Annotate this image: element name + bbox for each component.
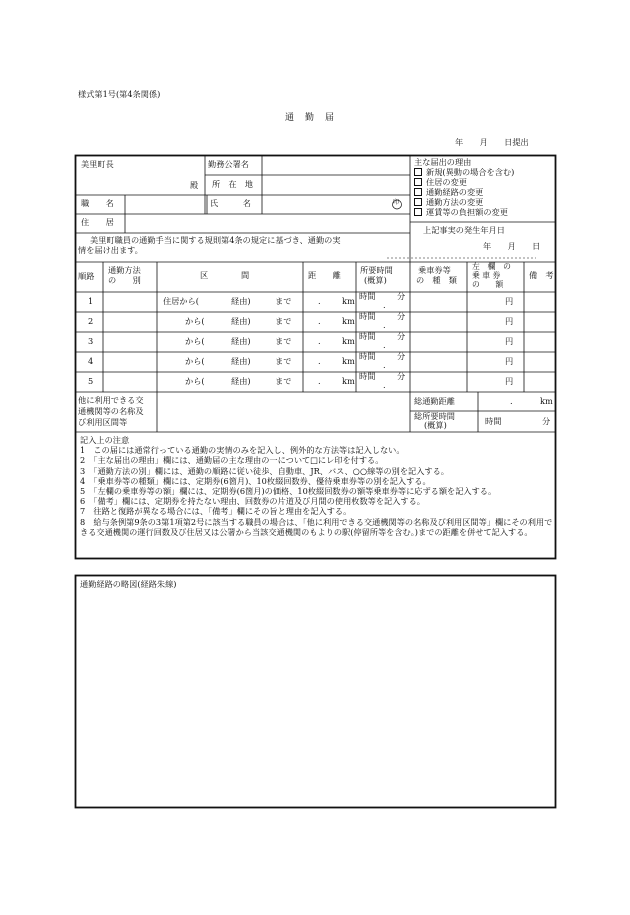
occurrence-label: 上記事実の発生年月日 (423, 225, 505, 235)
note-item: 2 「主な届出の理由」欄には、通勤届の主な理由の一について□にレ印を付する。 (80, 455, 384, 466)
route-minutes: 分 (397, 291, 406, 301)
checkbox-icon[interactable] (414, 168, 422, 176)
reason-method-change[interactable]: 通勤方法の変更 (414, 198, 483, 208)
route-distance-dot: . (318, 336, 321, 346)
route-minutes: 分 (397, 331, 406, 341)
position-label: 職 名 (81, 198, 114, 208)
route-number: 1 (88, 296, 94, 306)
route-to: まで (275, 376, 292, 386)
header-section: 区 間 (200, 270, 250, 280)
route-from: から( (185, 336, 205, 346)
route-hours: 時間 (359, 351, 376, 361)
route-from: 住居から( (163, 296, 199, 306)
header-distance: 距 離 (308, 270, 341, 280)
route-yen: 円 (505, 316, 514, 326)
note-item: 5 「左欄の乗車券等の額」欄には、定期券(6箇月)の価格、10枚綴回数券の額等乗車券等に応ずる額を記入する。 (80, 486, 497, 497)
total-time-label-2: (概算) (424, 420, 447, 430)
header-method-1: 通勤方法 (108, 265, 141, 275)
declaration-line1: 美里町職員の通勤手当に関する規則第4条の規定に基づき、通勤の実 (90, 235, 341, 245)
route-km: km (342, 316, 355, 326)
checkbox-icon[interactable] (414, 178, 422, 186)
route-to: まで (275, 356, 292, 366)
total-distance-dot: . (510, 396, 513, 406)
route-via: 経由) (231, 356, 251, 366)
other-transport-label-2: 通機関等の名称及 (78, 406, 144, 416)
header-ticket-2: の 種 類 (416, 275, 457, 285)
route-minutes: 分 (397, 371, 406, 381)
total-distance-label: 総通勤距離 (414, 396, 455, 406)
page-title: 通 勤 届 (285, 113, 336, 123)
route-minutes: 分 (397, 311, 406, 321)
total-time-minutes: 分 (542, 416, 551, 426)
route-hours: 時間 (359, 371, 376, 381)
route-hours: 時間 (359, 291, 376, 301)
header-time-2: (概算) (364, 275, 387, 285)
route-distance-dot: . (318, 316, 321, 326)
route-time-dot: . (383, 320, 386, 330)
other-transport-label-3: び利用区間等 (78, 417, 128, 427)
route-hours: 時間 (359, 331, 376, 341)
header-ticket-1: 乗車券等 (418, 265, 451, 275)
total-time-label-1: 総所要時間 (414, 411, 455, 421)
route-number: 3 (88, 336, 94, 346)
occurrence-date: 年 月 日 (483, 241, 541, 251)
route-distance-dot: . (318, 376, 321, 386)
map-section-title: 通勤経路の略図(経路朱線) (80, 579, 177, 589)
reason-fare-change[interactable]: 運賃等の負担額の変更 (414, 208, 508, 218)
total-distance-unit: km (540, 396, 553, 406)
route-to: まで (275, 316, 292, 326)
reason-new[interactable]: 新規(異動の場合を含む) (414, 168, 514, 178)
route-via: 経由) (231, 376, 251, 386)
total-time-hours: 時間 (485, 416, 502, 426)
route-km: km (342, 356, 355, 366)
route-distance-dot: . (318, 356, 321, 366)
header-remarks: 備 考 (529, 270, 554, 280)
other-transport-label-1: 他に利用できる交 (78, 395, 144, 405)
route-via: 経由) (231, 316, 251, 326)
checkbox-icon[interactable] (414, 198, 422, 206)
header-method-2: の 別 (108, 275, 141, 285)
checkbox-icon[interactable] (414, 188, 422, 196)
note-item: 1 この届には通常行っている通勤の実情のみを記入し、例外的な方法等は記入しない。 (80, 445, 405, 456)
route-yen: 円 (505, 356, 514, 366)
address-label: 住 居 (81, 217, 114, 227)
route-time-dot: . (383, 340, 386, 350)
route-to: まで (275, 296, 292, 306)
header-price-1: 左 欄 の (472, 262, 511, 271)
addressee: 美里町長 (81, 159, 114, 169)
route-yen: 円 (505, 296, 514, 306)
route-number: 4 (88, 356, 94, 366)
department-label: 勤務公署名 (208, 159, 249, 169)
route-from: から( (185, 356, 205, 366)
route-km: km (342, 336, 355, 346)
note-item: 3 「通勤方法の別」欄には、通勤の順路に従い徒歩、自動車、JR、バス、○○線等の別を記入する。 (80, 465, 449, 476)
route-from: から( (185, 376, 205, 386)
header-time-1: 所要時間 (360, 265, 393, 275)
note-item: 7 往路と復路が異なる場合には、「備考」欄にその旨と理由を記入する。 (80, 506, 352, 517)
submission-date: 年 月 日提出 (455, 137, 529, 147)
route-km: km (342, 376, 355, 386)
route-via: 経由) (231, 296, 251, 306)
route-km: km (342, 296, 355, 306)
notes-section (80, 435, 556, 537)
route-to: まで (275, 336, 292, 346)
seal-mark: 印 (393, 199, 400, 206)
route-distance-dot: . (318, 296, 321, 306)
route-number: 5 (88, 376, 94, 386)
route-time-dot: . (383, 360, 386, 370)
notes-heading: 記入上の注意 (80, 435, 130, 445)
declaration-line2: 情を届け出ます。 (78, 245, 143, 255)
note-item: 4 「乗車券等の種類」欄には、定期券(6箇月)、10枚綴回数券、優待乗車券等の別を記入する。 (80, 475, 431, 486)
route-time-dot: . (383, 380, 386, 390)
honorific: 殿 (190, 180, 199, 190)
note-item: 6 「備考」欄には、定期券を持たない理由、回数券の片道及び月間の使用枚数等を記入する。 (80, 496, 425, 507)
location-label: 所 在 地 (212, 179, 253, 189)
reason-address-change[interactable]: 住居の変更 (414, 178, 467, 188)
checkbox-icon[interactable] (414, 208, 422, 216)
name-label: 氏 名 (210, 198, 251, 208)
route-from: から( (185, 316, 205, 326)
reason-route-change[interactable]: 通勤経路の変更 (414, 188, 483, 198)
header-price-3: の 額 (472, 280, 504, 289)
route-hours: 時間 (359, 311, 376, 321)
route-number: 2 (88, 316, 94, 326)
reasons-heading: 主な届出の理由 (414, 157, 472, 167)
route-minutes: 分 (397, 351, 406, 361)
route-via: 経由) (231, 336, 251, 346)
route-yen: 円 (505, 376, 514, 386)
header-price-2: 乗 車 券 (472, 271, 501, 280)
note-item: 8 給与条例第9条の3第1項第2号に該当する職員の場合は、「他に利用できる交通機関等の名称及び利用区間等」欄にその利用できる交通機関の運行回数及び住居又は公署から当該交通機関のもよりの駅(停留所等を含む。)までの距離を併せて記入する。 (80, 516, 553, 537)
form-number: 様式第1号(第4条関係) (78, 89, 161, 99)
route-time-dot: . (383, 300, 386, 310)
route-yen: 円 (505, 336, 514, 346)
header-order: 順路 (78, 271, 95, 281)
